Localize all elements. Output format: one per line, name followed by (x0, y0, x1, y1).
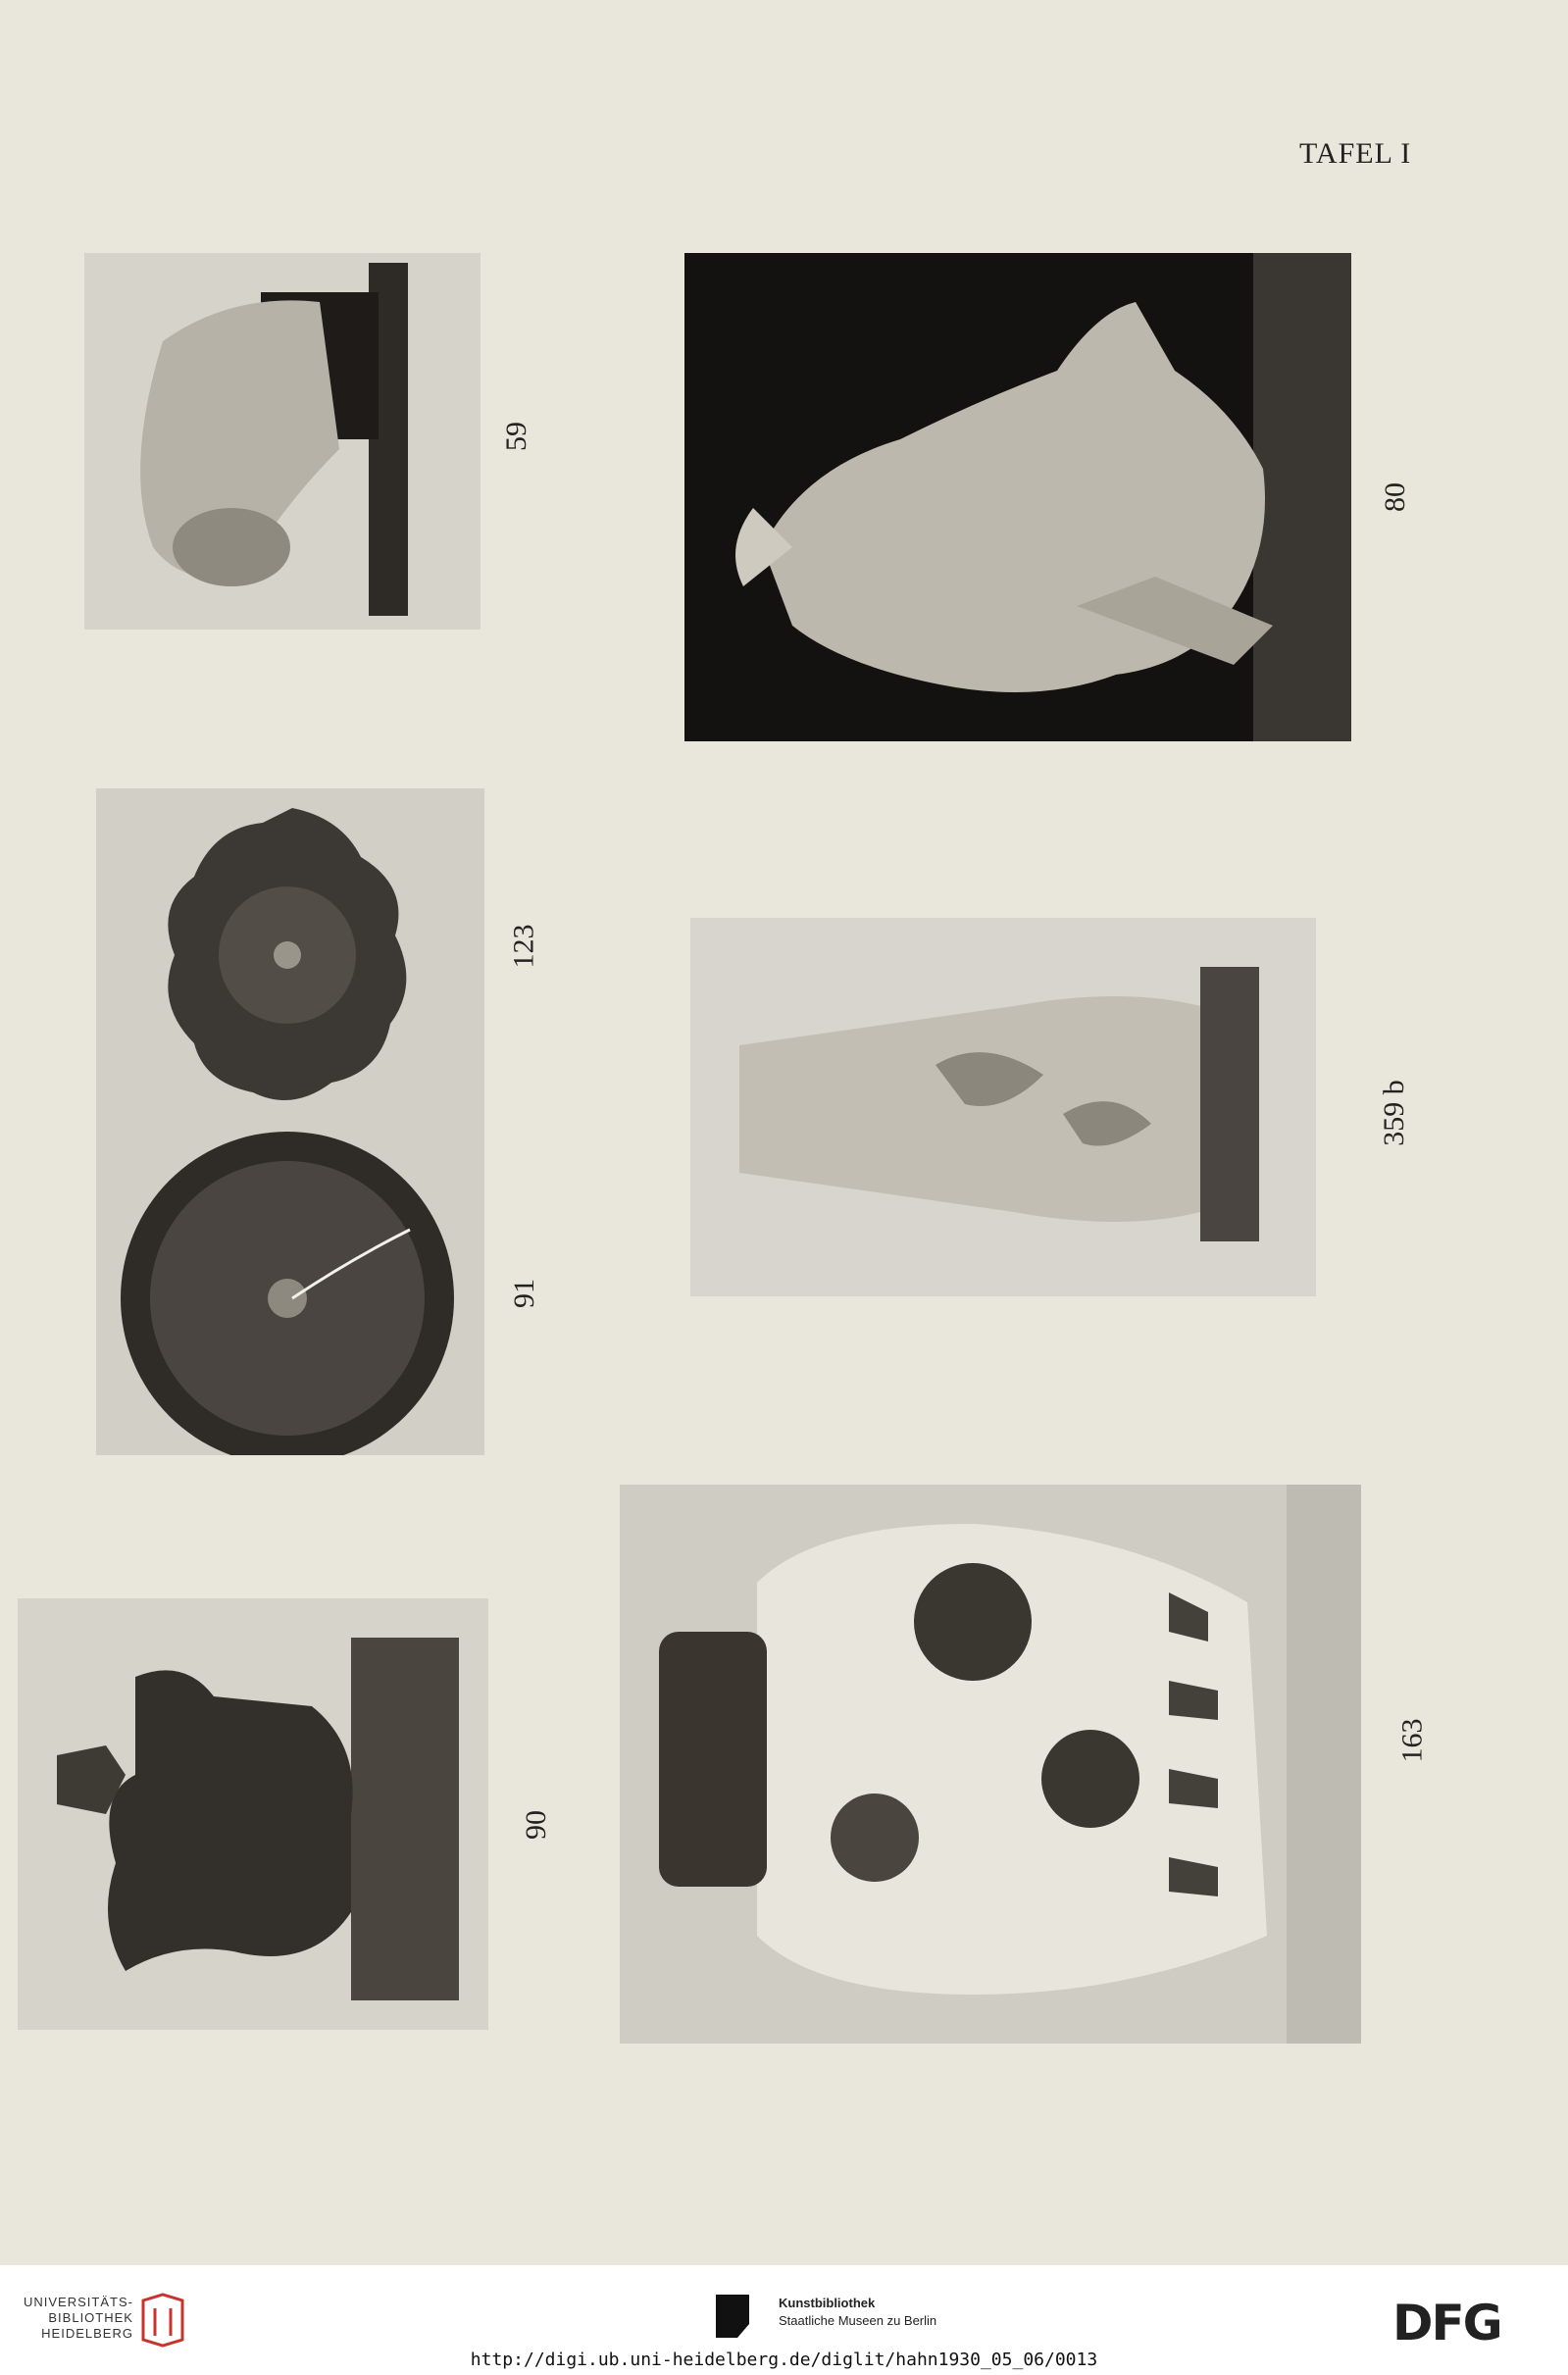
figure-163-photo (620, 1485, 1361, 2044)
kunstbibliothek-wordmark (779, 2295, 936, 2330)
kb-sub: Staatliche Museen zu Berlin (779, 2313, 937, 2328)
digitization-footer (0, 2265, 1568, 2375)
plate-title: TAFEL I (1299, 137, 1412, 170)
figure-90-number: 90 (520, 1810, 552, 1840)
dfg-logo: DFG (1392, 2295, 1501, 2351)
figure-80-number: 80 (1379, 482, 1411, 512)
source-url[interactable]: http://digi.ub.uni-heidelberg.de/diglit/hahn1930_05_06/0013 (470, 2350, 1098, 2370)
figure-90-photo (18, 1598, 488, 2030)
ub-line: UNIVERSITÄTS- (24, 2295, 133, 2309)
ub-heidelberg-logo-icon (137, 2293, 188, 2348)
figure-163-number: 163 (1395, 1718, 1429, 1763)
figure-123-number: 123 (507, 924, 540, 969)
figure-359b-photo (690, 918, 1316, 1296)
figure-59-number: 59 (500, 422, 532, 451)
kunstbibliothek-logo-icon (716, 2295, 749, 2338)
figure-80-photo (684, 253, 1351, 741)
ub-heidelberg-wordmark (24, 2295, 133, 2342)
figure-mirrors-photo (96, 788, 484, 1455)
kb-name: Kunstbibliothek (779, 2296, 876, 2310)
figure-359b-number: 359 b (1377, 1080, 1410, 1146)
figure-91-number: 91 (508, 1279, 540, 1308)
ub-line: BIBLIOTHEK (48, 2310, 133, 2325)
ub-line: HEIDELBERG (41, 2326, 133, 2341)
figure-59-photo (84, 253, 481, 630)
